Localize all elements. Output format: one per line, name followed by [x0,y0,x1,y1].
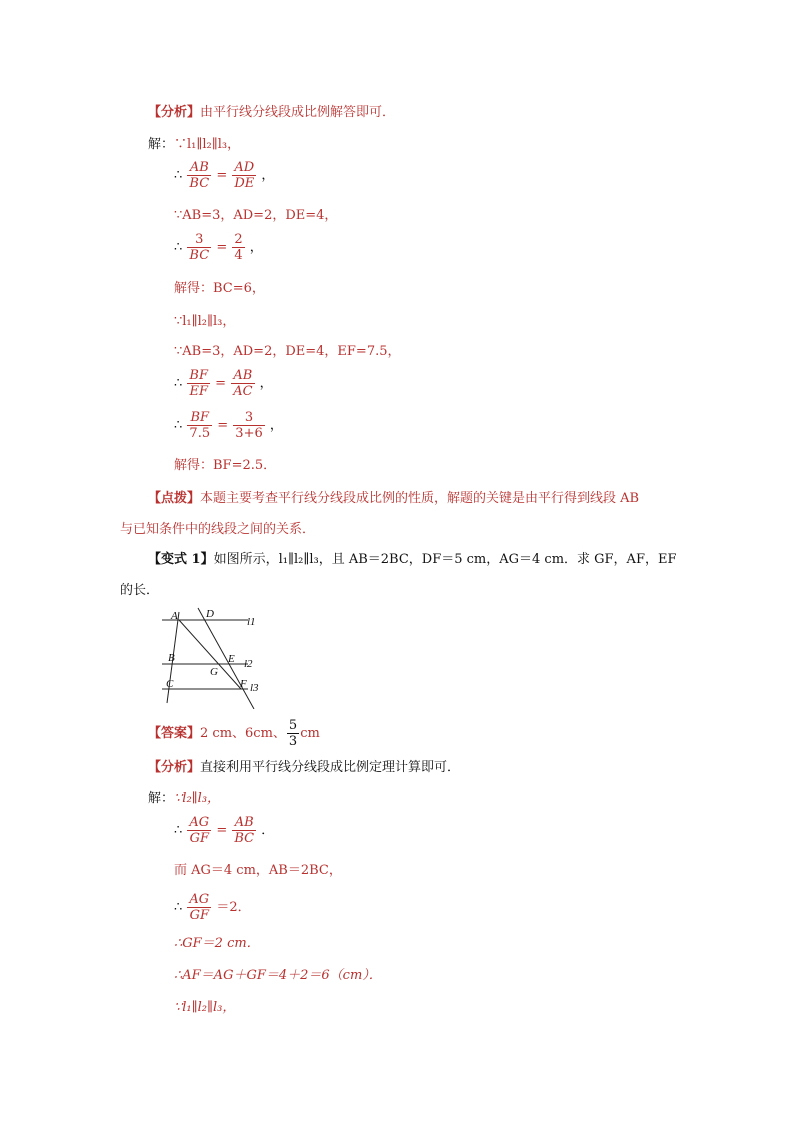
given-line-1: ∵AB=3，AD=2，DE=4， [174,208,338,223]
frac-num: AB [232,815,256,831]
therefore-sym: ∴ [174,900,183,915]
therefore-sym: ∴ [174,823,183,838]
frac-den: GF [189,908,210,923]
fraction-ab-bc-2 [232,815,256,846]
frac-den: 7.5 [189,426,211,441]
label-g: G [210,666,218,678]
solution-start [148,136,240,154]
fraction-ag-gf [187,815,211,846]
label-c: C [166,678,174,690]
frac-den: GF [189,831,210,846]
given-line-3: 而 AG＝4 cm，AB＝2BC， [174,863,342,878]
label-a: A [171,610,178,622]
frac-den: EF [189,384,208,399]
frac-den: BC [234,831,255,846]
variant-text-1: 如图所示，l₁∥l₂∥l₃，且 AB＝2BC，DF＝5 cm，AG＝4 cm．求 GF，AF，EF [213,552,677,567]
comma: ， [249,240,263,255]
parallel-condition: ∵l₁∥l₂∥l₃， [174,137,241,152]
frac-den: 3+6 [235,426,263,441]
tip-line-1 [148,490,639,508]
fraction-5-3 [287,718,299,749]
frac-num: BF [187,410,212,426]
frac-den: 4 [234,248,243,263]
frac-num: 3 [187,232,211,248]
fraction-ag-gf-2 [187,892,211,923]
frac-num: 5 [288,718,298,733]
fraction-ad-de [232,160,256,191]
frac-num: 2 [234,232,243,247]
ratio-line-1 [174,160,274,191]
analysis-text-2: 直接利用平行线分线段成比例定理计算即可． [200,760,461,775]
parallel-lines-figure [158,603,266,709]
parallel-l2-l3: ∵l₂∥l₃， [174,791,221,806]
label-e: E [228,653,235,665]
frac-den: BC [189,176,210,191]
given-line-2: ∵AB=3，AD=2，DE=4，EF=7.5， [174,344,401,359]
fraction-2-4 [232,232,244,263]
frac-den: BC [189,248,210,263]
frac-num: BF [189,368,208,383]
tip-text-1: 本题主要考查平行线分线段成比例的性质，解题的关键是由平行得到线段 AB [200,491,640,506]
equals-two: ＝2． [216,900,251,915]
ratio-line-2 [174,232,263,263]
fraction-ab-ac [231,368,254,399]
fraction-bf-75 [187,410,212,441]
ratio-line-4 [174,410,283,441]
frac-den: 3 [288,734,298,749]
analysis-tag-2: 【分析】 [148,760,201,775]
gf-result: ∴GF＝2 cm． [174,936,260,951]
label-l2: l2 [244,658,253,670]
label-l3: l3 [250,682,259,694]
comma: ， [261,168,275,183]
therefore-sym: ∴ [174,376,183,391]
frac-num: AB [187,160,211,176]
fraction-ab-bc [187,160,211,191]
frac-num: 3 [233,410,264,426]
variant-tag: 【变式 1】 [148,552,214,567]
variant-text-2: 的长． [120,583,160,598]
frac-den: DE [234,176,255,191]
equals: = [216,168,228,183]
fraction-3-bc [187,232,211,263]
label-f: F [240,678,247,690]
ratio-line-3 [174,368,273,399]
therefore-sym: ∴ [174,168,183,183]
comma: ， [269,418,283,433]
therefore-sym: ∴ [174,240,183,255]
fraction-bf-ef [187,368,210,399]
solution-start-2 [148,790,220,808]
solution-label: 解： [148,137,175,152]
solve-bf: 解得：BF=2.5． [174,458,277,473]
solve-bc: 解得：BC=6， [174,281,265,296]
equals: = [216,240,228,255]
ratio-line-6 [174,892,251,923]
answer-text: 2 cm、6cm、 [200,726,286,741]
label-l1: l1 [247,616,256,628]
parallel-condition-3: ∵l₁∥l₂∥l₃， [174,1000,236,1015]
analysis-tag: 【分析】 [148,105,201,120]
equals: = [216,823,228,838]
frac-num: AG [189,892,210,907]
frac-num: AG [189,815,210,830]
label-b: B [168,652,175,664]
analysis-text: 由平行线分线段成比例解答即可． [200,105,396,120]
tip-text-2: 与已知条件中的线段之间的关系． [120,522,316,537]
comma: ， [259,376,273,391]
solution-label-2: 解： [148,791,175,806]
parallel-condition-2: ∵l₁∥l₂∥l₃， [174,314,236,329]
equals: = [217,418,229,433]
frac-num: AB [231,368,254,384]
frac-den: AC [233,384,253,399]
label-d: D [206,608,214,620]
ratio-line-5 [174,815,274,846]
therefore-sym: ∴ [174,418,183,433]
variant-line-1 [148,551,676,569]
fraction-3-36 [233,410,264,441]
period: ． [261,823,275,838]
analysis-line-2 [148,759,460,777]
tip-tag: 【点拨】 [148,491,201,506]
af-result: ∴AF＝AG＋GF＝4＋2＝6（cm）． [174,968,382,983]
equals: = [215,376,227,391]
answer-tag: 【答案】 [148,726,201,741]
analysis-line-1 [148,104,395,122]
answer-line [148,718,320,749]
frac-num: AD [232,160,256,176]
answer-unit: cm [300,726,320,741]
